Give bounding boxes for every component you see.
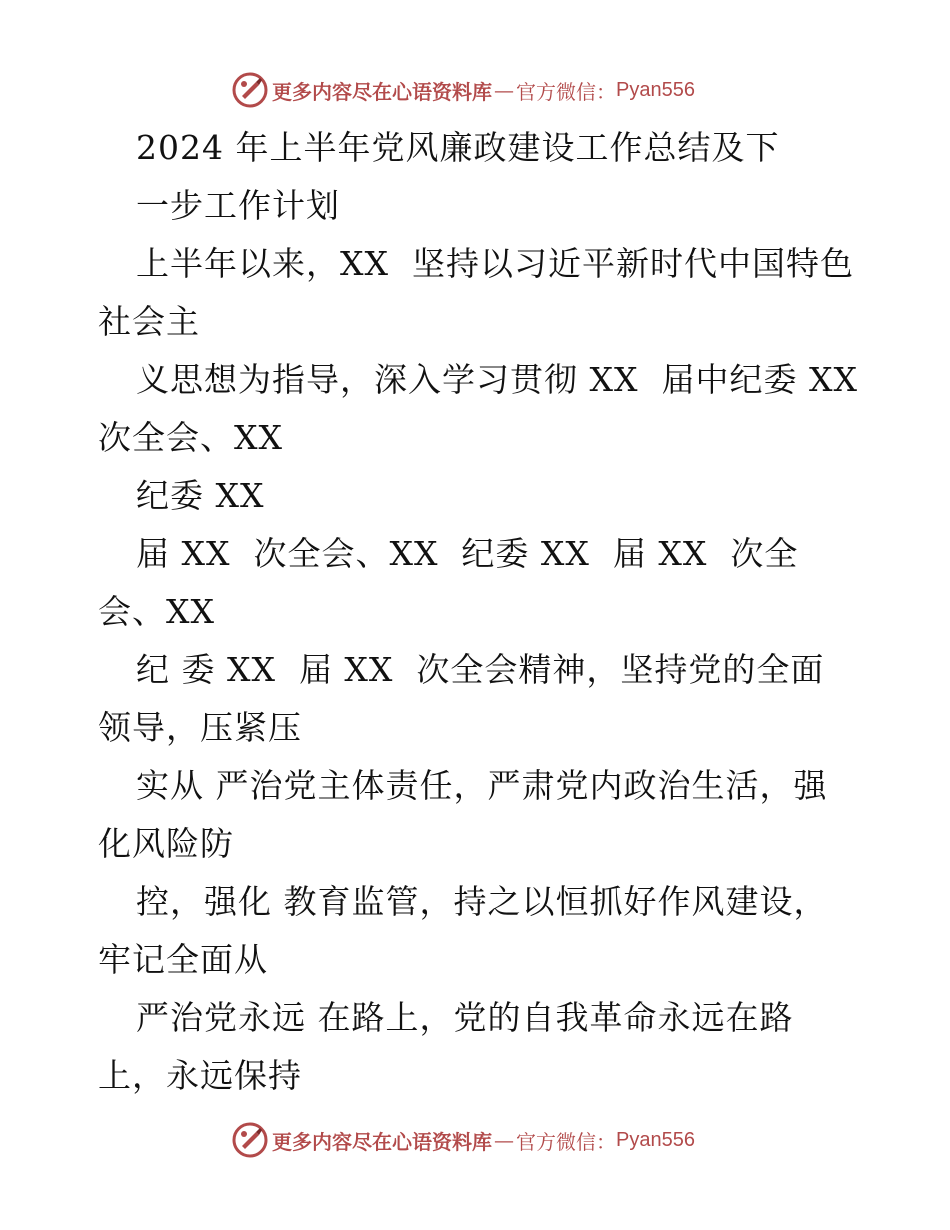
doc-line: 领导，压紧压	[98, 708, 302, 747]
banner-wechat-id: Pyan556	[616, 1128, 695, 1151]
logo-icon	[232, 1122, 268, 1158]
doc-line: 纪 委 XX 届 XX 次全会精神，坚持党的全面	[136, 650, 825, 689]
footer-banner	[232, 1120, 695, 1160]
doc-line: 会、XX	[98, 592, 215, 631]
doc-line: 社会主	[98, 302, 200, 341]
doc-line: 上半年以来，XX 坚持以习近平新时代中国特色	[136, 244, 854, 283]
banner-dash: —	[494, 1128, 514, 1152]
banner-wechat-label: 官方微信：	[516, 79, 616, 104]
doc-line-title-1: 2024 年上半年党风廉政建设工作总结及下	[136, 128, 780, 167]
banner-title: 更多内容尽在心语资料库	[272, 1129, 492, 1154]
banner-dash: —	[494, 78, 514, 102]
doc-line: 次全会、XX	[98, 418, 283, 457]
header-banner	[232, 70, 695, 110]
doc-line-title-2: 一步工作计划	[136, 186, 340, 225]
doc-line: 上，永远保持	[98, 1056, 302, 1095]
doc-line: 实从 严治党主体责任，严肃党内政治生活，强	[136, 766, 828, 805]
doc-line: 控，强化 教育监管，持之以恒抓好作风建设，	[136, 882, 828, 921]
doc-line: 化风险防	[98, 824, 234, 863]
doc-line: 牢记全面从	[98, 940, 268, 979]
banner-title: 更多内容尽在心语资料库	[272, 79, 492, 104]
doc-line: 纪委 XX	[136, 476, 265, 515]
doc-line: 义思想为指导，深入学习贯彻 XX 届中纪委 XX	[136, 360, 858, 399]
logo-icon	[232, 72, 268, 108]
banner-wechat-label: 官方微信：	[516, 1129, 616, 1154]
doc-line: 届 XX 次全会、XX 纪委 XX 届 XX 次全	[136, 534, 799, 573]
doc-line: 严治党永远 在路上，党的自我革命永远在路	[136, 998, 794, 1037]
banner-wechat-id: Pyan556	[616, 78, 695, 101]
